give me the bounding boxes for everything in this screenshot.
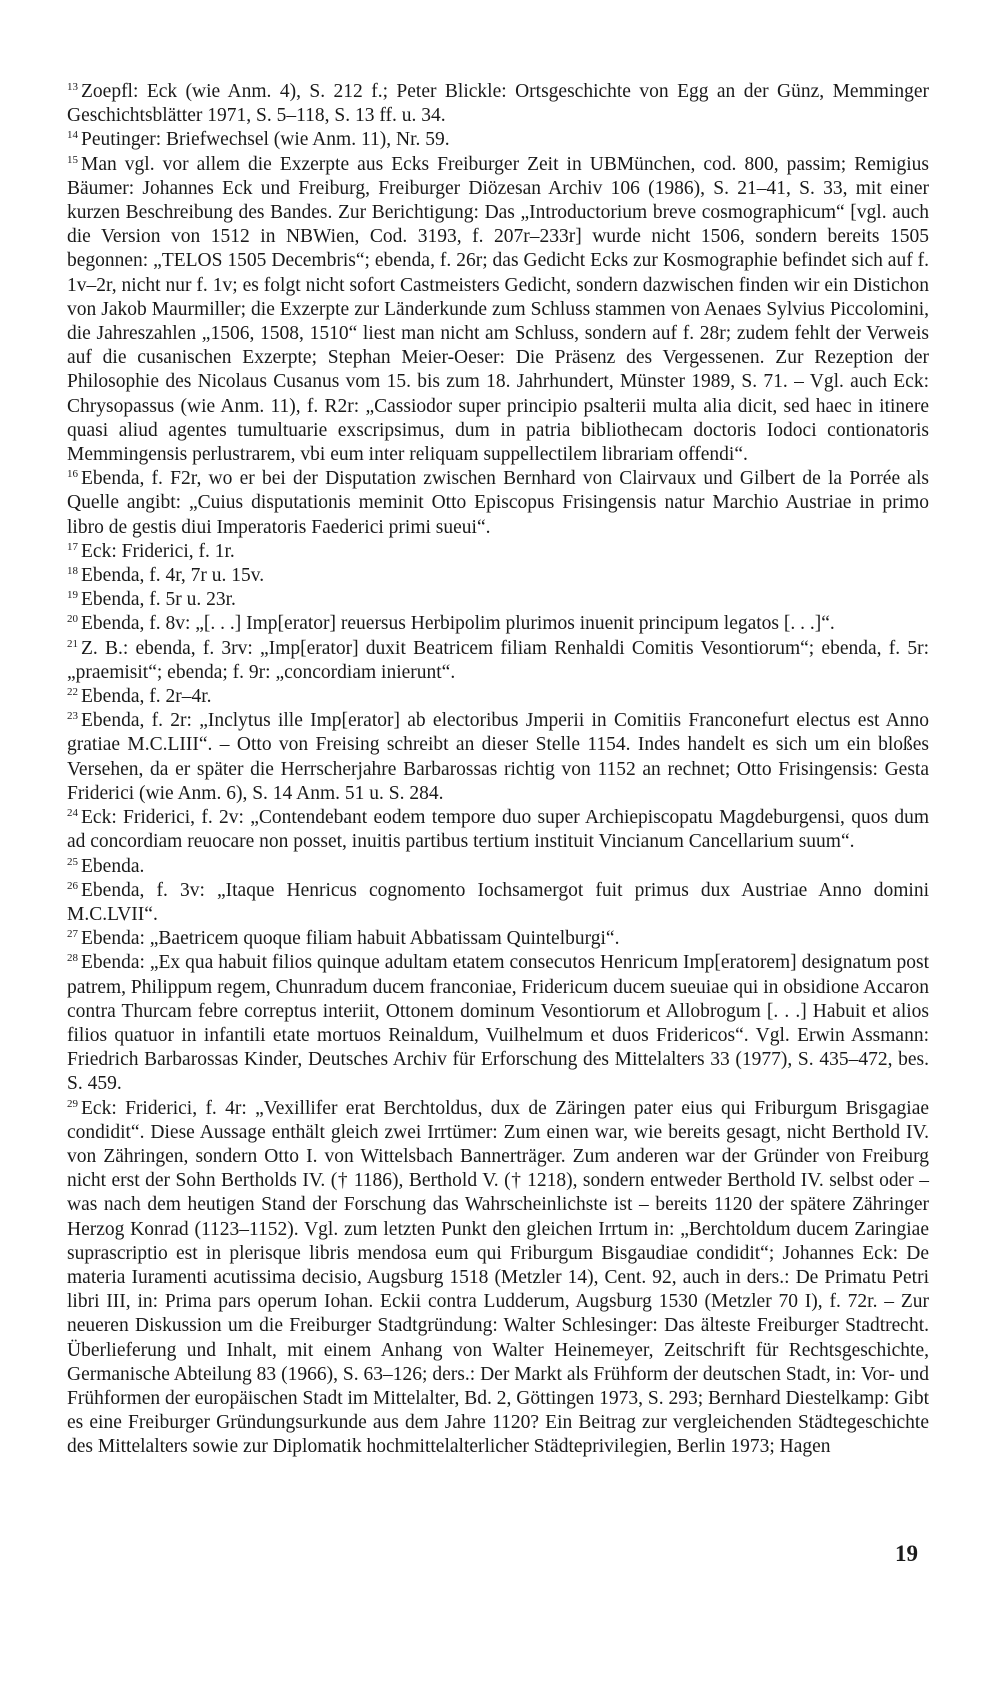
footnote-19 [67,588,929,612]
footnote-number: 26 [67,879,78,892]
footnotes-block [67,80,929,1460]
footnote-16 [67,467,929,540]
footnote-text: Ebenda: „Baetricem quoque filiam habuit Abbatissam Quintelburgi“. [81,928,620,950]
footnote-text: Eck: Friderici, f. 4r: „Vexillifer erat Berchtoldus, dux de Zäringen pater eius qui Friburgum Brisgagiae condidit“. Diese Aussage enthält gleich zwei Irrtümer: Zum einen war, wie bereits gesagt, nicht Berthold IV. von Zähringen, sondern Otto I. von Wittelsbach Bannerträger. Zum anderen war der Gründer von Freiburg nicht erst der Sohn Bertholds IV. († 1186), Berthold V. († 1218), sondern entweder Berthold IV. selbst oder – was nach dem heutigen Stand der Forschung das Wahrscheinlichste ist – bereits 1120 der spätere Zähringer Herzog Konrad (1123–1152). Vgl. zum letzten Punkt den gleichen Irrtum in: „Berchtoldum ducem Zaringiae suprascriptio est in plerisque libris mendosa eum qui Friburgum Bisgaudiae condidit“; Johannes Eck: De materia Iuramenti acutissima decisio, Augsburg 1518 (Metzler 14), Cent. 92, auch in ders.: De Primatu Petri libri III, in: Prima pars operum Iohan. Eckii contra Ludderum, Augsburg 1530 (Metzler 70 I), f. 72r. – Zur neueren Diskussion um die Freiburger Stadtgründung: Walter Schlesinger: Das älteste Freiburger Stadtrecht. Überlieferung und Inhalt, mit einem Anhang von Walter Heinemeyer, Zeitschrift für Rechtsgeschichte, Germanische Abteilung 83 (1966), S. 63–126; ders.: Der Markt als Frühform der deutschen Stadt, in: Vor- und Frühformen der europäischen Stadt im Mittelalter, Bd. 2, Göttingen 1973, S. 293; Bernhard Diestelkamp: Gibt es eine Freiburger Gründungsurkunde aus dem Jahre 1120? Ein Beitrag zur vergleichenden Städtegeschichte des Mittelalters sowie zur Diplomatik hochmittelalterlicher Städteprivilegien, Berlin 1973; Hagen [67,1097,929,1458]
footnote-20 [67,612,929,636]
page-number: 19 [895,1541,918,1566]
footnote-text: Peutinger: Briefwechsel (wie Anm. 11), Nr. 59. [81,129,450,151]
footnote-14 [67,128,929,152]
footnote-number: 19 [67,589,78,602]
footnote-27 [67,927,929,951]
footnote-text: Ebenda, f. 2r: „Inclytus ille Imp[erator] ab electoribus Jmperii in Comitiis Franconefurt electus est Anno gratiae M.C.LIII“. – Otto von Freising schreibt an dieser Stelle 1154. Indes handelt es sich um ein bloßes Versehen, da er später die Herrscherjahre Barbarossas richtig von 1152 an rechnet; Otto Frisingensis: Gesta Friderici (wie Anm. 6), S. 14 Anm. 51 u. S. 284. [67,710,929,804]
footnote-25 [67,855,929,879]
footnote-number: 21 [67,637,78,650]
footnote-text: Z. B.: ebenda, f. 3rv: „Imp[erator] duxit Beatricem filiam Renhaldi Comitis Vesontiorum“; ebenda, f. 5r: „praemisit“; ebenda; f. 9r: „concordiam inierunt“. [67,637,929,683]
footnote-15 [67,153,929,468]
footnote-text: Ebenda: „Ex qua habuit filios quinque adultam etatem consecutos Henricum Imp[eratorem] designatum post patrem, Philippum regem, Chunradum ducem franconiae, Fridericum ducem sueuiae qui in obsidione Accaron contra Thurcam febre correptus interiit, Ottonem dominum Vesontiorum et Allobrogum [. . .] Habuit et alios filios quatuor in infantili etate mortuos Reinaldum, Vuilhelmum et duos Fridericos“. Vgl. Erwin Assmann: Friedrich Barbarossas Kinder, Deutsches Archiv für Erforschung des Mittelalters 33 (1977), S. 435–472, bes. S. 459. [67,952,929,1095]
footnote-22 [67,685,929,709]
footnote-text: Ebenda, f. 5r u. 23r. [81,589,236,611]
footnote-text: Eck: Friderici, f. 2v: „Contendebant eodem tempore duo super Archiepiscopatu Magdeburgensi, quos dum ad concordiam reuocare non posset, inuitis partibus tertium instituit Vincianum Cancellarium suum“. [67,807,929,853]
footnote-text: Ebenda, f. F2r, wo er bei der Disputation zwischen Bernhard von Clairvaux und Gilbert de la Porrée als Quelle angibt: „Cuius disputationis meminit Otto Episcopus Frisingensis natur Marchio Austriae in primo libro de gestis diui Imperatoris Faederici primi sueui“. [67,468,929,538]
footnote-number: 23 [67,710,78,723]
footnote-number: 25 [67,855,78,868]
footnote-text: Ebenda, f. 4r, 7r u. 15v. [81,565,265,587]
footnote-number: 29 [67,1097,78,1110]
footnote-text: Ebenda, f. 3v: „Itaque Henricus cognomento Iochsamergot fuit primus dux Austriae Anno domini M.C.LVII“. [67,879,929,925]
footnote-13 [67,80,929,128]
footnote-text: Ebenda. [81,855,145,877]
footnote-number: 24 [67,807,78,820]
footnote-text: Zoepfl: Eck (wie Anm. 4), S. 212 f.; Peter Blickle: Ortsgeschichte von Egg an der Günz, Memminger Geschichtsblätter 1971, S. 5–118, S. 13 ff. u. 34. [67,81,929,127]
footnote-21 [67,637,929,685]
footnote-number: 22 [67,686,78,699]
footnote-number: 18 [67,565,78,578]
footnote-text: Ebenda, f. 2r–4r. [81,686,212,708]
footnote-26 [67,879,929,927]
footnote-number: 13 [67,81,78,93]
footnote-number: 16 [67,468,78,481]
footnote-17 [67,540,929,564]
footnote-23 [67,709,929,806]
footnote-text: Man vgl. vor allem die Exzerpte aus Ecks Freiburger Zeit in UBMünchen, cod. 800, passim; Remigius Bäumer: Johannes Eck und Freiburg, Freiburger Diözesan Archiv 106 (1986), S. 21–41, S. 33, mit einer kurzen Beschreibung des Bandes. Zur Berichtigung: Das „Introductorium breve cosmographicum“ [vgl. auch die Version von 1512 in NBWien, Cod. 3193, f. 207r–233r] wurde nicht 1506, sondern bereits 1505 begonnen: „TELOS 1505 Decembris“; ebenda, f. 26r; das Gedicht Ecks zur Kosmographie befindet sich auf f. 1v–2r, nicht nur f. 1v; es folgt nicht sofort Castmeisters Gedicht, sondern dazwischen finden wir ein Distichon von Jakob Maurmiller; die Exzerpte zur Länderkunde zum Schluss stammen von Aenaes Sylvius Piccolomini, die Jahreszahlen „1506, 1508, 1510“ liest man nicht am Schluss, sondern auf f. 28r; zudem fehlt der Verweis auf die cusanischen Exzerpte; Stephan Meier-Oeser: Die Präsenz des Vergessenen. Zur Rezeption der Philosophie des Nicolaus Cusanus vom 15. bis zum 18. Jahrhundert, Münster 1989, S. 71. – Vgl. auch Eck: Chrysopassus (wie Anm. 11), f. R2r: „Cassiodor super principio psalterii multa alia dicit, sed haec in itinere quasi aliud agentes tumultuarie exscripsimus, dum in patria bibliothecam doctoris Iodoci contionatoris Memmingensis perlustrarem, vbi eum inter reliquam suppellectilem librariam offendi“. [67,153,929,466]
footnote-24 [67,806,929,854]
footnote-number: 17 [67,540,78,553]
footnote-number: 15 [67,153,78,166]
footnote-text: Eck: Friderici, f. 1r. [81,540,235,562]
footnote-number: 27 [67,928,78,941]
footnote-28 [67,951,929,1096]
footnote-number: 14 [67,129,78,142]
footnote-number: 28 [67,952,78,965]
footnote-number: 20 [67,613,78,626]
footnote-29 [67,1097,929,1460]
footnote-18 [67,564,929,588]
footnote-text: Ebenda, f. 8v: „[. . .] Imp[erator] reuersus Herbipolim plurimos inuenit principum legatos [. . .]“. [81,613,835,635]
